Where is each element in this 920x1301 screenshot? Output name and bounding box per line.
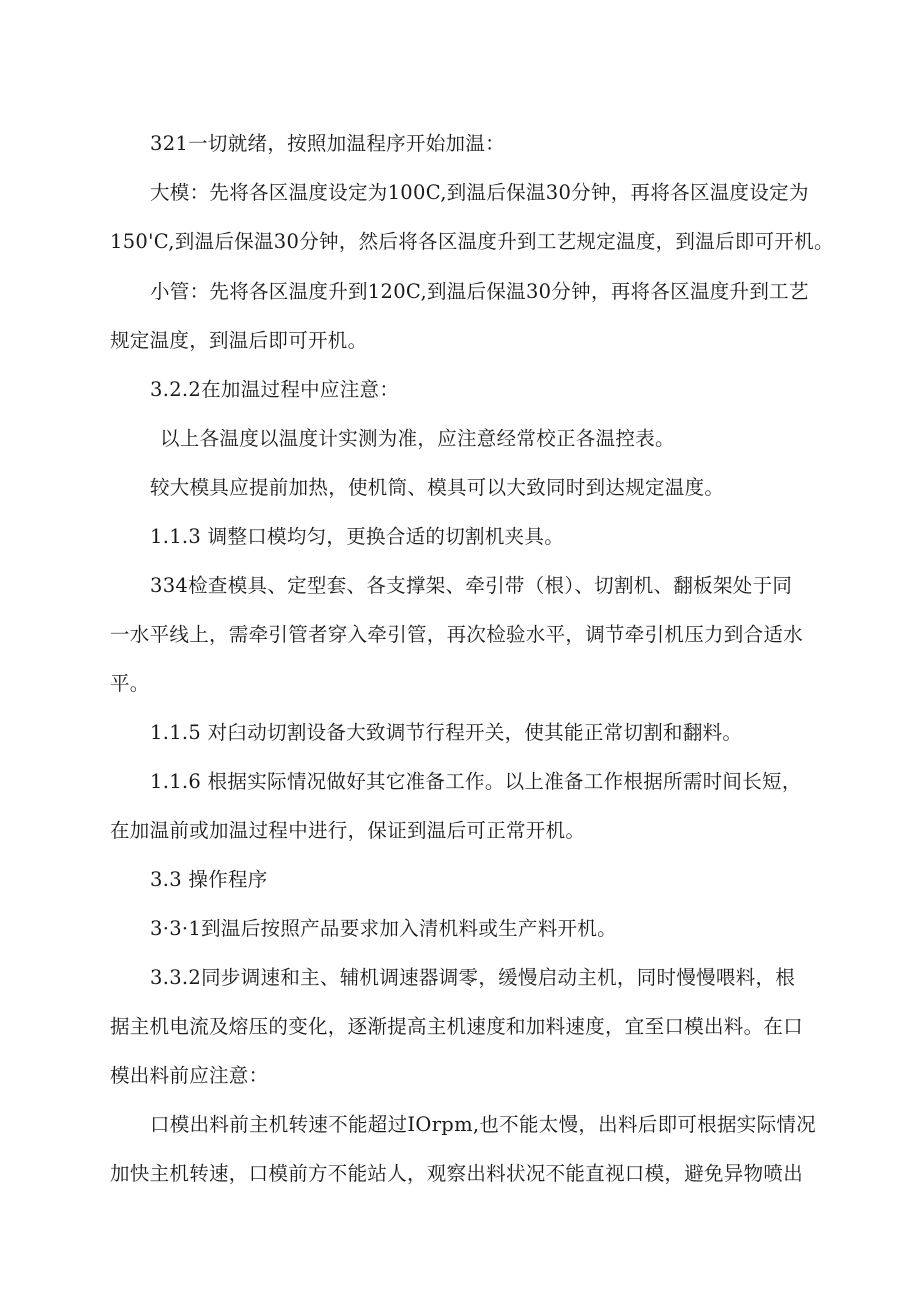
text-line: 1.1.6 根据实际情况做好其它准备工作。以上准备工作根据所需时间长短， [150,770,802,793]
text-line: 150'C,到温后保温30分钟，然后将各区温度升到工艺规定温度，到温后即可开机。 [110,230,834,253]
text-line: 据主机电流及熔压的变化，逐渐提高主机速度和加料速度，宜至口模出料。在口 [110,1015,804,1038]
text-line: 321一切就绪，按照加温程序开始加温： [150,132,505,155]
text-line: 334检查模具、定型套、各支撑架、牵引带（根）、切割机、翻板架处于同 [150,574,793,597]
text-line: 1.1.3 调整口模均匀，更换合适的切割机夹具。 [150,525,565,548]
text-line: 大模：先将各区温度设定为100C,到温后保温30分钟，再将各区温度设定为 [150,181,809,204]
text-line: 较大模具应提前加热，使机筒、模具可以大致同时到达规定温度。 [150,476,725,499]
text-line: 3·3·1到温后按照产品要求加入清机料或生产料开机。 [150,917,617,940]
text-line: 规定温度，到温后即可开机。 [110,329,368,352]
text-line: 以上各温度以温度计实测为准，应注意经常校正各温控表。 [160,427,675,450]
section-heading: 3.3 操作程序 [150,868,268,891]
text-line: 1.1.5 对臼动切割设备大致调节行程开关，使其能正常切割和翻料。 [150,721,743,744]
text-line: 3.2.2在加温过程中应注意： [150,378,400,401]
text-line: 一水平线上，需牵引管者穿入牵引管，再次检验水平，调节牵引机压力到合适水 [110,623,804,646]
text-line: 口模出料前主机转速不能超过IOrpm,也不能太慢，出料后即可根据实际情况 [150,1113,816,1136]
text-line: 平。 [110,672,150,695]
text-line: 小管：先将各区温度升到120C,到温后保温30分钟，再将各区温度升到工艺 [150,280,809,303]
text-line: 在加温前或加温过程中进行，保证到温后可正常开机。 [110,819,586,842]
text-line: 模出料前应注意： [110,1064,269,1087]
text-line: 加快主机转速，口模前方不能站人，观察出料状况不能直视口模，避免异物喷出 [110,1162,804,1185]
text-line: 3.3.2同步调速和主、辅机调速器调零，缓慢启动主机，同时慢慢喂料，根 [150,966,796,989]
